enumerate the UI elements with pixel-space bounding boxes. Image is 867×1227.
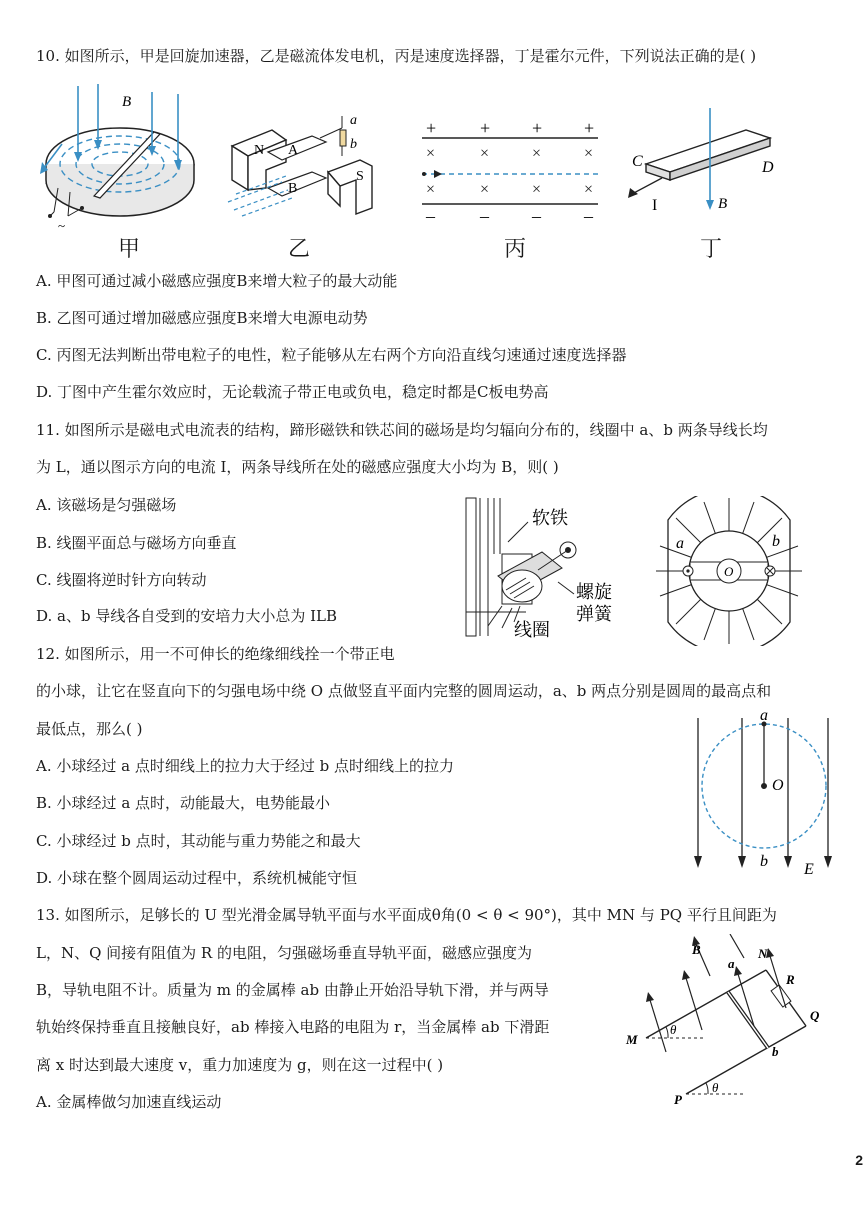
svg-text:–: –: [532, 206, 541, 226]
q10-option-c: C. 丙图无法判断出带电粒子的电性，粒子能够从左右两个方向沿直线匀速通过速度选择器: [36, 346, 627, 364]
q12-option-b: B. 小球经过 a 点时，动能最大，电势能最小: [36, 794, 331, 812]
q11-stem-line1: 11. 如图所示是磁电式电流表的结构，蹄形磁铁和铁芯间的磁场是均匀辐向分布的，线圈中 a、b 两条导线长均: [36, 421, 768, 439]
hall-field-label: B: [718, 196, 728, 212]
q13-stem-line3: B，导轨电阻不计。质量为 m 的金属棒 ab 由静止开始沿导轨下滑，并与两导: [36, 981, 549, 999]
q12-stem-line2: 的小球，让它在竖直向下的匀强电场中绕 O 点做竖直平面内完整的圆周运动，a、b 两点分别是圆周的最高点和: [36, 682, 772, 700]
svg-text:×: ×: [480, 145, 490, 162]
plate-c-label: C: [632, 153, 643, 170]
terminal-b-label: b: [350, 137, 357, 152]
point-b-label: b: [760, 853, 768, 870]
angle-theta-lower: θ: [712, 1080, 719, 1095]
svg-text:+: +: [532, 118, 543, 138]
rod-end-a-label: a: [728, 956, 735, 971]
svg-text:×: ×: [532, 181, 542, 198]
radial-field-figure: [654, 496, 804, 646]
q12-option-d: D. 小球在整个圆周运动过程中，系统机械能守恒: [36, 869, 358, 887]
rail-q-label: Q: [810, 1008, 820, 1023]
radial-center-label: O: [724, 564, 734, 579]
q10-stem: 10. 如图所示，甲是回旋加速器，乙是磁流体发电机，丙是速度选择器，丁是霍尔元件，下列说法正确的是( ): [36, 47, 757, 65]
q11-option-a: A. 该磁场是匀强磁场: [36, 496, 177, 514]
galvanometer-structure-figure: [462, 494, 632, 642]
ac-source-symbol: ~: [58, 218, 66, 232]
resistor-r-label: R: [786, 972, 795, 987]
rod-end-b-label: b: [772, 1044, 779, 1059]
angle-theta-upper: θ: [670, 1022, 677, 1037]
soft-iron-label: 软铁: [532, 508, 568, 528]
cyclotron-field-label: B: [122, 94, 132, 110]
plate-d-label: D: [762, 159, 774, 176]
radial-wire-b-label: b: [772, 533, 780, 550]
plate-b-label: B: [288, 181, 298, 196]
hall-element-figure: [626, 108, 786, 218]
q11-option-b: B. 线圈平面总与磁场方向垂直: [36, 534, 237, 552]
caption-yi: 乙: [288, 237, 311, 262]
svg-text:+: +: [480, 118, 491, 138]
q13-stem-line4: 轨始终保持垂直且接触良好，ab 棒接入电路的电阻为 r，当金属棒 ab 下滑距: [36, 1018, 550, 1036]
current-i-label: I: [652, 197, 658, 214]
plate-a-label: A: [288, 143, 299, 158]
q10-option-a: A. 甲图可通过减小磁感应强度B来增大粒子的最大动能: [36, 272, 398, 290]
svg-text:+: +: [584, 118, 595, 138]
q11-option-c: C. 线圈将逆时针方向转动: [36, 571, 207, 589]
q13-stem-line5: 离 x 时达到最大速度 v，重力加速度为 g，则在这一过程中( ): [36, 1056, 444, 1074]
caption-ding: 丁: [700, 237, 723, 262]
mhd-generator-figure: [222, 110, 382, 226]
svg-text:×: ×: [426, 145, 436, 162]
caption-jia: 甲: [118, 237, 141, 262]
rail-field-label: B: [692, 942, 701, 957]
svg-text:×: ×: [480, 181, 490, 198]
magnet-n-label: N: [254, 143, 265, 158]
q12-stem-line3: 最低点，那么( ): [36, 720, 143, 738]
q11-stem-line2: 为 L，通以图示方向的电流 I，两条导线所在处的磁感应强度大小均为 B，则( ): [36, 458, 559, 476]
q12-stem-line1: 12. 如图所示，用一不可伸长的绝缘细线拴一个带正电: [36, 645, 395, 663]
spring-label-2: 弹簧: [576, 604, 612, 624]
svg-text:–: –: [480, 206, 489, 226]
electric-field-circle-figure: [688, 704, 838, 882]
cyclotron-figure: [36, 84, 204, 232]
q13-stem-line1: 13. 如图所示，足够长的 U 型光滑金属导轨平面与水平面成θ角(0 < θ < 90°)，其中 MN 与 PQ 平行且间距为: [36, 906, 777, 924]
svg-text:×: ×: [532, 145, 542, 162]
field-e-label: E: [804, 861, 814, 878]
q11-option-d: D. a、b 导线各自受到的安培力大小总为 ILB: [36, 607, 338, 625]
q12-option-a: A. 小球经过 a 点时细线上的拉力大于经过 b 点时细线上的拉力: [36, 757, 454, 775]
q10-option-d: D. 丁图中产生霍尔效应时，无论载流子带正电或负电，稳定时都是C板电势高: [36, 383, 549, 401]
q13-stem-line2: L，N、Q 间接有阻值为 R 的电阻，匀强磁场垂直导轨平面，磁感应强度为: [36, 944, 532, 962]
magnet-s-label: S: [356, 169, 364, 184]
q10-option-b: B. 乙图可通过增加磁感应强度B来增大电源电动势: [36, 309, 368, 327]
coil-label: 线圈: [514, 620, 550, 640]
svg-text:–: –: [426, 206, 435, 226]
point-o-label: O: [772, 777, 784, 794]
radial-wire-a-label: a: [676, 535, 684, 552]
inclined-rail-figure: [616, 934, 842, 1112]
q12-option-c: C. 小球经过 b 点时，其动能与重力势能之和最大: [36, 832, 361, 850]
page-number: 2: [855, 1152, 863, 1168]
rail-n-label: N: [758, 946, 768, 961]
q13-option-a: A. 金属棒做匀加速直线运动: [36, 1093, 222, 1111]
caption-bing: 丙: [504, 237, 527, 262]
svg-text:×: ×: [426, 181, 436, 198]
terminal-a-label: a: [350, 113, 357, 128]
svg-text:+: +: [426, 118, 437, 138]
spring-label-1: 螺旋: [576, 582, 612, 602]
svg-text:–: –: [584, 206, 593, 226]
point-a-label: a: [760, 707, 768, 724]
rail-m-label: M: [626, 1032, 638, 1047]
svg-text:×: ×: [584, 181, 594, 198]
rail-p-label: P: [674, 1092, 682, 1107]
svg-text:×: ×: [584, 145, 594, 162]
velocity-selector-figure: [420, 118, 600, 228]
